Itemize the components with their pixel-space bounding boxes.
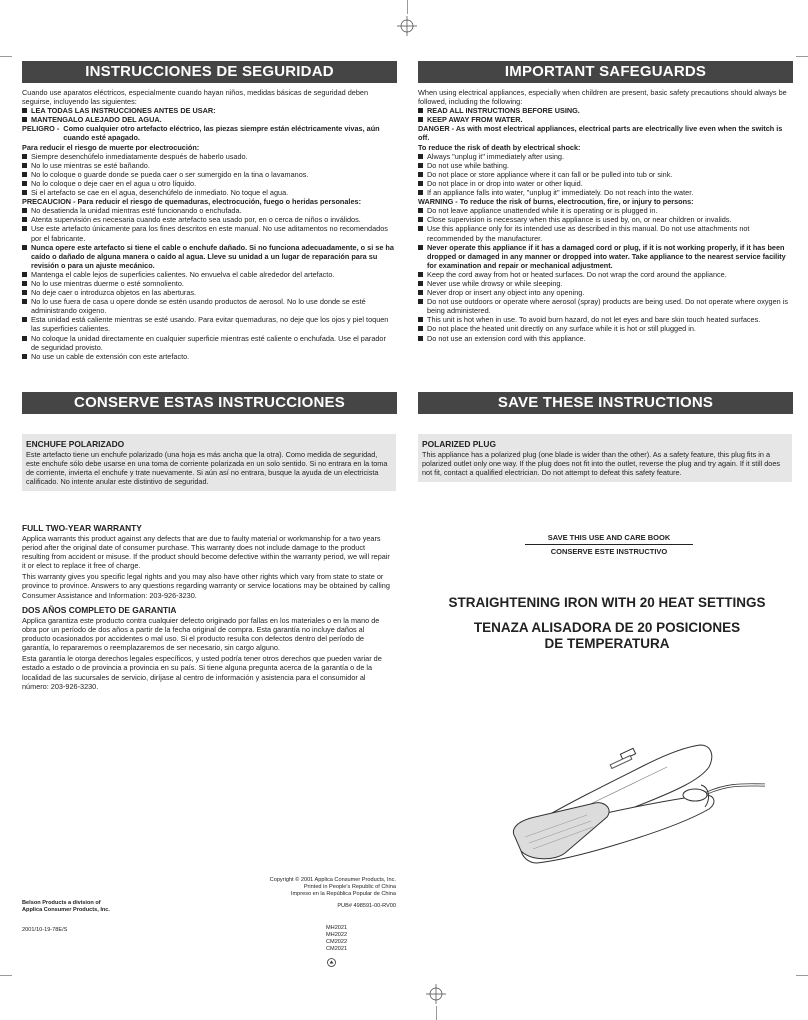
- spanish-shock-item: No lo coloque o deje caer en el agua u otro líquido.: [22, 179, 394, 188]
- fold-line-bottom: [436, 1006, 437, 1020]
- trim-mark-left-top: [0, 56, 12, 57]
- english-shock-item: Do not place or store appliance where it can fall or be pulled into tub or sink.: [418, 170, 790, 179]
- english-item: Never drop or insert any object into any opening.: [418, 288, 790, 297]
- english-intro: When using electrical appliances, especially when children are present, basic safety precautions should always be followed, including the following:: [418, 88, 787, 107]
- recycle-icon: [327, 954, 336, 963]
- spanish-danger: [22, 124, 394, 142]
- model-number: MH2022: [326, 932, 348, 938]
- spanish-warranty-title: DOS AÑOS COMPLETO DE GARANTIA: [22, 605, 177, 615]
- spanish-plug-text: Este artefacto tiene un enchufe polarizado (una hoja es más ancha que la otra). Como medida de seguridad, este enchufe sólo debe usarse en una toma de corriente polarizada en un solo sentido. Si no entrara en la toma de corriente, invierta el enchufe y trate nuevamente. Si aún así no entrara, busque la ayuda de un electricista calificado. No intente anular este distintivo de seguridad.: [26, 450, 388, 487]
- english-save-title: SAVE THESE INSTRUCTIONS: [418, 392, 793, 414]
- english-plug-title: POLARIZED PLUG: [422, 439, 496, 449]
- registration-mark-bottom: [426, 984, 446, 1004]
- spanish-item: Mantenga el cable lejos de superficies calientes. No envuelva el cable alrededor del artefacto.: [22, 270, 394, 279]
- english-safety-title: IMPORTANT SAFEGUARDS: [418, 61, 793, 83]
- model-number: CM2021: [326, 946, 348, 952]
- model-number: CM2022: [326, 939, 348, 945]
- model-numbers: [326, 925, 386, 953]
- product-title-english: STRAIGHTENING IRON WITH 20 HEAT SETTINGS: [448, 595, 766, 610]
- copyright-block: [240, 877, 396, 898]
- spanish-warranty-section: [22, 605, 394, 691]
- english-item: Do not use outdoors or operate where aerosol (spray) products are being used. Do not operate where oxygen is being administered.: [418, 297, 790, 315]
- spanish-shock-item: Siempre desenchúfelo inmediatamente después de haberlo usado.: [22, 152, 394, 161]
- save-book-spanish: CONSERVE ESTE INSTRUCTIVO: [550, 547, 668, 556]
- english-read-all: READ ALL INSTRUCTIONS BEFORE USING.: [418, 106, 790, 115]
- spanish-read-all: LEA TODAS LAS INSTRUCCIONES ANTES DE USAR:: [22, 106, 394, 115]
- english-danger-text: As with most electrical appliances, electrical parts are electrically live even when the switch is off.: [418, 124, 783, 143]
- english-item: Keep the cord away from hot or heated surfaces. Do not wrap the cord around the appliance.: [418, 270, 790, 279]
- spanish-keep-away: MANTENGALO ALEJADO DEL AGUA.: [22, 115, 394, 124]
- spanish-polarized-plug-box: [22, 434, 396, 491]
- spanish-intro: Cuando use aparatos eléctricos, especialmente cuando hayan niños, medidas básicas de seguridad deben seguirse, incluyendo las siguientes:: [22, 88, 369, 107]
- spanish-shock-item: No lo use mientras se esté bañando.: [22, 161, 394, 170]
- product-title-spanish-line2: DE TEMPERATURA: [544, 636, 670, 651]
- english-warranty-title: FULL TWO-YEAR WARRANTY: [22, 523, 142, 533]
- english-shock-item: Do not use while bathing.: [418, 161, 790, 170]
- spanish-safety-title: INSTRUCCIONES DE SEGURIDAD: [22, 61, 397, 83]
- spanish-shock-item: Si el artefacto se cae en el agua, desenchúfelo de inmediato. No toque el agua.: [22, 188, 394, 197]
- english-warning-text: To reduce the risk of burns, electrocution, fire, or injury to persons:: [459, 197, 694, 207]
- english-safety-section: [418, 88, 790, 343]
- belson-block: [22, 900, 162, 914]
- english-item: Use this appliance only for its intended use as described in this manual. Do not use attachments not recommended by the manufacturer.: [418, 224, 790, 242]
- english-shock-item: Always "unplug it" immediately after using.: [418, 152, 790, 161]
- trim-mark-left-bottom: [0, 975, 12, 976]
- spanish-caution: [22, 197, 394, 206]
- english-keep-away: KEEP AWAY FROM WATER.: [418, 115, 790, 124]
- trim-mark-right-bottom: [796, 975, 808, 976]
- spanish-warranty-p1: Applica garantiza este producto contra cualquier defecto originado por fallas en los materiales o en la mano de obra por un período de dos años a partir de la fecha original de compra. Esta garantía no incluye daños al producto ocasionados por accidentes o mal uso. Si el producto resulta con defectos dentro del período de garantía, lo repararemos o reemplazaremos de ser necesario, sin cargo alguno.: [22, 616, 380, 653]
- english-warranty-p1: Applica warrants this product against any defects that are due to faulty material or workmanship for a two years period after the original date of consumer purchase. This warranty does not include damage to the product resulting from accident or misuse. If the product should become defective within the warranty period, we will repair it or elect to replace it free of charge.: [22, 534, 390, 571]
- spanish-item: No lo use mientras duerme o esté somnoliento.: [22, 279, 394, 288]
- english-warning: [418, 197, 790, 206]
- spanish-item: No lo use fuera de casa u opere donde se estén usando productos de aerosol. No lo use donde se esté administrando oxigeno.: [22, 297, 394, 315]
- english-item: Never use while drowsy or while sleeping.: [418, 279, 790, 288]
- spanish-bold-item: Nunca opere este artefacto si tiene el cable o enchufe dañado. Si no funciona adecuadamente, o si se ha caído o dañado de alguna manera o caído al agua. Lleve su unidad a un lugar de reparación para su revisión o para un ajuste mecánico.: [22, 243, 394, 270]
- publication-number: PUB# 498591-00-RV00: [337, 903, 396, 909]
- spanish-item: Atenta supervisión es necesaria cuando este artefacto sea usado por, en o cerca de niños o inválidos.: [22, 215, 394, 224]
- spanish-item: No coloque la unidad directamente en cualquier superficie mientras esté caliente o enchufada. Use el parador de seguridad provisto.: [22, 334, 394, 352]
- english-danger: [418, 124, 790, 142]
- straightening-iron-illustration: [495, 725, 785, 885]
- english-warranty-p2: This warranty gives you specific legal rights and you may also have other rights which vary from state to state or province to province. Answers to any questions regarding warranty or service locations may be obtained by calling Consumer Assistance and Information: 203-926-3230.: [22, 572, 390, 600]
- english-shock-heading: To reduce the risk of death by electrical shock:: [418, 142, 581, 152]
- spanish-plug-title: ENCHUFE POLARIZADO: [26, 439, 125, 449]
- english-bold-item: Never operate this appliance if it has a damaged cord or plug, if it is not working properly, if it has been dropped or damaged in any manner or dropped into water. Take appliance to the nearest service facility for examination and repair or mechanical adjustment.: [418, 243, 790, 270]
- spanish-shock-heading: Para reducir el riesgo de muerte por electrocución:: [22, 142, 200, 152]
- model-number: MH2021: [326, 925, 348, 931]
- spanish-item: No deje caer o introduzca objetos en las aberturas.: [22, 288, 394, 297]
- spanish-danger-label: PELIGRO -: [22, 124, 60, 134]
- english-shock-item: If an appliance falls into water, "unplug it" immediately. Do not reach into the water.: [418, 188, 790, 197]
- spanish-caution-text: Para reducir el riesgo de quemaduras, electrocución, fuego o heridas personales:: [77, 197, 361, 207]
- english-item: Do not leave appliance unattended while it is operating or is plugged in.: [418, 206, 790, 215]
- save-book-block: [525, 533, 693, 557]
- spanish-item: Esta unidad está caliente mientras se esté usando. Para evitar quemaduras, no deje que los ojos y piel toquen las superficies calientes.: [22, 315, 394, 333]
- english-warning-label: WARNING -: [418, 197, 458, 207]
- registration-mark-top: [397, 16, 417, 36]
- english-danger-label: DANGER -: [418, 124, 455, 134]
- spanish-item: Use este artefacto únicamente para los fines descritos en este manual. No use aditamentos no recomendados por el fabricante.: [22, 224, 394, 242]
- english-item: Do not place the heated unit directly on any surface while it is hot or still plugged in.: [418, 324, 790, 333]
- spanish-save-title: CONSERVE ESTAS INSTRUCCIONES: [22, 392, 397, 414]
- printed-english: Printed in People's Republic of China: [303, 884, 396, 890]
- english-polarized-plug-box: [418, 434, 792, 482]
- spanish-warranty-p2: Esta garantía le otorga derechos legales específicos, y usted podría tener otros derechos que pueden variar de estado a estado o de provincia a provincia en su país. Si tiene alguna pregunta acerca de la garantía o de la localidad de las sucursales de servicio, diríjase al centro de información y asistencia para el consumidor al número: 203-926-3230.: [22, 654, 382, 691]
- spanish-item: No desatienda la unidad mientras esté funcionando o enchufada.: [22, 206, 394, 215]
- printed-spanish: Impreso en la República Popular de China: [290, 891, 396, 897]
- english-plug-text: This appliance has a polarized plug (one blade is wider than the other). As a safety feature, this plug fits in a polarized outlet only one way. If the plug does not fit into the outlet, reverse the plug and try again. If it still does not fit, contact a qualified electrician. Do not attempt to defeat this safety feature.: [422, 450, 781, 478]
- belson-line2: Applica Consumer Products, Inc.: [22, 907, 110, 913]
- product-title-spanish-line1: TENAZA ALISADORA DE 20 POSICIONES: [473, 620, 741, 635]
- trim-mark-right-top: [796, 56, 808, 57]
- spanish-caution-label: PRECAUCION -: [22, 197, 76, 207]
- spanish-danger-text: Como cualquier otro artefacto eléctrico, las piezas siempre están eléctricamente vivas, aún cuando esté apagado.: [63, 124, 380, 143]
- english-item: This unit is hot when in use. To avoid burn hazard, do not let eyes and bare skin touch heated surfaces.: [418, 315, 790, 324]
- belson-line1: Belson Products a division of: [22, 900, 101, 906]
- english-shock-item: Do not place in or drop into water or other liquid.: [418, 179, 790, 188]
- spanish-shock-item: No lo coloque o guarde donde se pueda caer o ser sumergido en la tina o lavamanos.: [22, 170, 394, 179]
- fold-line-top: [407, 0, 408, 14]
- english-item: Close supervision is necessary when this appliance is used by, on, or near children or invalids.: [418, 215, 790, 224]
- document-code: 2001/10-19-78E/S: [22, 927, 68, 933]
- spanish-item: No use un cable de extensión con este artefacto.: [22, 352, 394, 361]
- save-book-english: SAVE THIS USE AND CARE BOOK: [525, 533, 693, 545]
- english-item: Do not use an extension cord with this appliance.: [418, 334, 790, 343]
- english-warranty-section: [22, 523, 394, 600]
- copyright-line: Copyright © 2001 Applica Consumer Products, Inc.: [269, 877, 396, 883]
- spanish-safety-section: [22, 88, 394, 361]
